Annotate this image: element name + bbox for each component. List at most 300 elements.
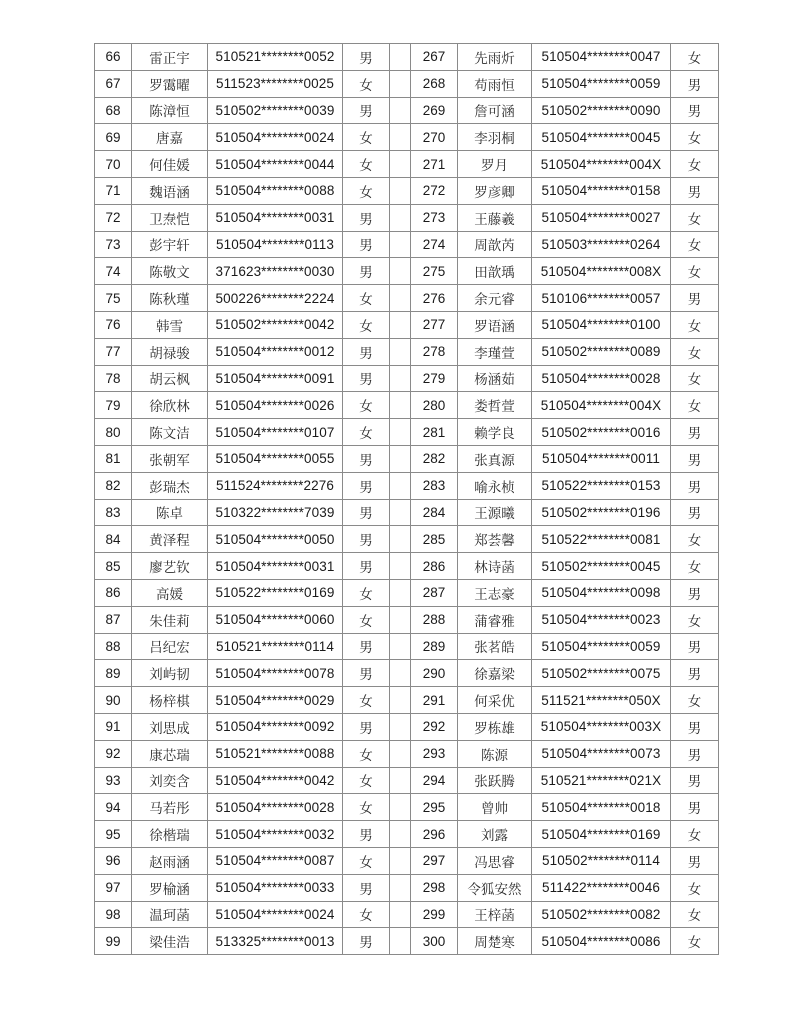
gender: 男 <box>343 633 390 660</box>
gender: 女 <box>343 847 390 874</box>
id-number: 511523********0025 <box>208 70 343 97</box>
gender: 男 <box>671 445 719 472</box>
student-name: 刘思成 <box>132 713 208 740</box>
column-gap <box>390 794 411 821</box>
id-number: 510521********0114 <box>208 633 343 660</box>
id-number: 510522********0153 <box>532 472 671 499</box>
row-number: 74 <box>95 258 132 285</box>
id-number: 510504********0012 <box>208 338 343 365</box>
row-number: 293 <box>411 740 458 767</box>
gender: 男 <box>671 660 719 687</box>
id-number: 510502********0090 <box>532 97 671 124</box>
id-number: 510522********0169 <box>208 579 343 606</box>
student-name: 高媛 <box>132 579 208 606</box>
id-number: 511521********050X <box>532 687 671 714</box>
id-number: 510504********0158 <box>532 177 671 204</box>
column-gap <box>390 392 411 419</box>
id-number: 510504********0098 <box>532 579 671 606</box>
row-number: 92 <box>95 740 132 767</box>
row-number: 98 <box>95 901 132 928</box>
gender: 女 <box>343 901 390 928</box>
student-name: 彭瑞杰 <box>132 472 208 499</box>
gender: 女 <box>671 821 719 848</box>
gender: 男 <box>671 177 719 204</box>
id-number: 510502********0042 <box>208 311 343 338</box>
table-row <box>95 204 719 231</box>
student-name: 陈卓 <box>132 499 208 526</box>
student-name: 陈漳恒 <box>132 97 208 124</box>
student-name: 马若彤 <box>132 794 208 821</box>
row-number: 93 <box>95 767 132 794</box>
id-number: 510504********0031 <box>208 204 343 231</box>
student-name: 张真源 <box>458 445 532 472</box>
id-number: 510504********0027 <box>532 204 671 231</box>
student-name: 周歆芮 <box>458 231 532 258</box>
student-name: 娄哲萱 <box>458 392 532 419</box>
gender: 女 <box>671 901 719 928</box>
gender: 女 <box>343 740 390 767</box>
row-number: 285 <box>411 526 458 553</box>
row-number: 79 <box>95 392 132 419</box>
gender: 男 <box>671 579 719 606</box>
student-name: 赖学良 <box>458 419 532 446</box>
table-row <box>95 901 719 928</box>
table-row <box>95 472 719 499</box>
column-gap <box>390 124 411 151</box>
column-gap <box>390 285 411 312</box>
row-number: 87 <box>95 606 132 633</box>
row-number: 299 <box>411 901 458 928</box>
student-name: 何采优 <box>458 687 532 714</box>
column-gap <box>390 204 411 231</box>
id-number: 510502********0089 <box>532 338 671 365</box>
row-number: 297 <box>411 847 458 874</box>
gender: 男 <box>343 874 390 901</box>
gender: 男 <box>671 740 719 767</box>
table-row <box>95 70 719 97</box>
id-number: 510504********004X <box>532 151 671 178</box>
row-number: 95 <box>95 821 132 848</box>
gender: 女 <box>343 124 390 151</box>
student-name: 冯思睿 <box>458 847 532 874</box>
student-name: 陈源 <box>458 740 532 767</box>
gender: 女 <box>671 338 719 365</box>
column-gap <box>390 44 411 71</box>
row-number: 70 <box>95 151 132 178</box>
student-name: 郑荟馨 <box>458 526 532 553</box>
row-number: 83 <box>95 499 132 526</box>
gender: 女 <box>671 365 719 392</box>
table-row <box>95 553 719 580</box>
gender: 男 <box>671 419 719 446</box>
student-name: 魏语涵 <box>132 177 208 204</box>
table-row <box>95 365 719 392</box>
row-number: 269 <box>411 97 458 124</box>
student-name: 徐楷瑞 <box>132 821 208 848</box>
column-gap <box>390 553 411 580</box>
id-number: 510504********0113 <box>208 231 343 258</box>
column-gap <box>390 687 411 714</box>
gender: 男 <box>343 231 390 258</box>
row-number: 272 <box>411 177 458 204</box>
row-number: 270 <box>411 124 458 151</box>
gender: 男 <box>343 553 390 580</box>
gender: 男 <box>343 821 390 848</box>
gender: 女 <box>343 606 390 633</box>
student-name: 张茗皓 <box>458 633 532 660</box>
id-number: 513325********0013 <box>208 928 343 955</box>
id-number: 510504********0028 <box>532 365 671 392</box>
id-number: 510504********0073 <box>532 740 671 767</box>
table-row <box>95 821 719 848</box>
gender: 女 <box>671 231 719 258</box>
row-number: 284 <box>411 499 458 526</box>
gender: 女 <box>671 526 719 553</box>
table-row <box>95 687 719 714</box>
student-name: 李瑾萱 <box>458 338 532 365</box>
row-number: 89 <box>95 660 132 687</box>
gender: 男 <box>343 928 390 955</box>
row-number: 275 <box>411 258 458 285</box>
gender: 女 <box>343 419 390 446</box>
id-number: 510504********0078 <box>208 660 343 687</box>
table-row <box>95 124 719 151</box>
row-number: 67 <box>95 70 132 97</box>
column-gap <box>390 821 411 848</box>
id-number: 371623********0030 <box>208 258 343 285</box>
student-name: 黄泽程 <box>132 526 208 553</box>
gender: 男 <box>343 97 390 124</box>
student-name: 张跃腾 <box>458 767 532 794</box>
row-number: 80 <box>95 419 132 446</box>
student-name: 卫焘恺 <box>132 204 208 231</box>
row-number: 66 <box>95 44 132 71</box>
id-number: 510504********0045 <box>532 124 671 151</box>
row-number: 287 <box>411 579 458 606</box>
table-row <box>95 499 719 526</box>
gender: 男 <box>343 258 390 285</box>
column-gap <box>390 579 411 606</box>
column-gap <box>390 419 411 446</box>
id-number: 510504********0050 <box>208 526 343 553</box>
table-row <box>95 633 719 660</box>
id-number: 510521********0088 <box>208 740 343 767</box>
id-number: 510504********0032 <box>208 821 343 848</box>
student-name: 喻永桢 <box>458 472 532 499</box>
gender: 男 <box>671 70 719 97</box>
id-number: 510504********0044 <box>208 151 343 178</box>
row-number: 279 <box>411 365 458 392</box>
gender: 男 <box>343 204 390 231</box>
column-gap <box>390 660 411 687</box>
row-number: 277 <box>411 311 458 338</box>
student-name: 令狐安然 <box>458 874 532 901</box>
student-name: 陈文洁 <box>132 419 208 446</box>
gender: 男 <box>671 285 719 312</box>
student-name: 李羽桐 <box>458 124 532 151</box>
gender: 女 <box>343 151 390 178</box>
row-number: 84 <box>95 526 132 553</box>
id-number: 510504********0060 <box>208 606 343 633</box>
id-number: 510504********0059 <box>532 633 671 660</box>
student-roster-table <box>94 43 719 955</box>
table-row <box>95 151 719 178</box>
student-name: 王藤羲 <box>458 204 532 231</box>
gender: 女 <box>671 392 719 419</box>
roster-body <box>95 44 719 955</box>
student-name: 罗栋雄 <box>458 713 532 740</box>
row-number: 99 <box>95 928 132 955</box>
student-name: 徐欣林 <box>132 392 208 419</box>
id-number: 510504********0059 <box>532 70 671 97</box>
id-number: 510504********0031 <box>208 553 343 580</box>
gender: 男 <box>671 847 719 874</box>
column-gap <box>390 70 411 97</box>
gender: 女 <box>671 311 719 338</box>
id-number: 510502********0082 <box>532 901 671 928</box>
student-name: 詹可涵 <box>458 97 532 124</box>
id-number: 510504********0023 <box>532 606 671 633</box>
student-name: 彭宇轩 <box>132 231 208 258</box>
gender: 女 <box>343 687 390 714</box>
table-row <box>95 740 719 767</box>
student-name: 罗彦卿 <box>458 177 532 204</box>
gender: 女 <box>343 70 390 97</box>
row-number: 273 <box>411 204 458 231</box>
row-number: 281 <box>411 419 458 446</box>
id-number: 510502********0045 <box>532 553 671 580</box>
id-number: 510504********004X <box>532 392 671 419</box>
student-name: 先雨炘 <box>458 44 532 71</box>
id-number: 510504********0029 <box>208 687 343 714</box>
id-number: 510504********0107 <box>208 419 343 446</box>
gender: 男 <box>343 713 390 740</box>
row-number: 280 <box>411 392 458 419</box>
student-name: 蒲睿雅 <box>458 606 532 633</box>
row-number: 298 <box>411 874 458 901</box>
gender: 女 <box>671 151 719 178</box>
gender: 女 <box>671 874 719 901</box>
gender: 女 <box>671 44 719 71</box>
table-row <box>95 419 719 446</box>
student-name: 廖艺钦 <box>132 553 208 580</box>
table-row <box>95 445 719 472</box>
row-number: 292 <box>411 713 458 740</box>
gender: 男 <box>671 713 719 740</box>
id-number: 510504********0018 <box>532 794 671 821</box>
row-number: 82 <box>95 472 132 499</box>
column-gap <box>390 847 411 874</box>
table-row <box>95 794 719 821</box>
student-name: 罗月 <box>458 151 532 178</box>
column-gap <box>390 231 411 258</box>
gender: 男 <box>343 526 390 553</box>
student-name: 王梓菡 <box>458 901 532 928</box>
table-row <box>95 97 719 124</box>
student-name: 罗语涵 <box>458 311 532 338</box>
row-number: 72 <box>95 204 132 231</box>
column-gap <box>390 472 411 499</box>
row-number: 96 <box>95 847 132 874</box>
table-row <box>95 847 719 874</box>
student-name: 赵雨涵 <box>132 847 208 874</box>
student-name: 朱佳莉 <box>132 606 208 633</box>
row-number: 290 <box>411 660 458 687</box>
id-number: 510504********0024 <box>208 901 343 928</box>
gender: 男 <box>343 660 390 687</box>
row-number: 274 <box>411 231 458 258</box>
row-number: 283 <box>411 472 458 499</box>
id-number: 510521********0052 <box>208 44 343 71</box>
table-row <box>95 606 719 633</box>
row-number: 75 <box>95 285 132 312</box>
column-gap <box>390 177 411 204</box>
student-name: 韩雪 <box>132 311 208 338</box>
gender: 女 <box>671 124 719 151</box>
id-number: 510504********0100 <box>532 311 671 338</box>
table-row <box>95 928 719 955</box>
gender: 男 <box>343 499 390 526</box>
column-gap <box>390 258 411 285</box>
id-number: 510322********7039 <box>208 499 343 526</box>
id-number: 510502********0016 <box>532 419 671 446</box>
id-number: 510502********0114 <box>532 847 671 874</box>
student-name: 胡云枫 <box>132 365 208 392</box>
gender: 男 <box>343 44 390 71</box>
gender: 女 <box>671 204 719 231</box>
row-number: 88 <box>95 633 132 660</box>
gender: 女 <box>343 177 390 204</box>
row-number: 69 <box>95 124 132 151</box>
id-number: 510504********0024 <box>208 124 343 151</box>
table-row <box>95 767 719 794</box>
gender: 女 <box>343 794 390 821</box>
gender: 女 <box>343 392 390 419</box>
gender: 男 <box>343 445 390 472</box>
id-number: 510504********0033 <box>208 874 343 901</box>
student-name: 田歆瑀 <box>458 258 532 285</box>
gender: 男 <box>671 633 719 660</box>
column-gap <box>390 526 411 553</box>
table-row <box>95 311 719 338</box>
id-number: 511422********0046 <box>532 874 671 901</box>
student-name: 何佳媛 <box>132 151 208 178</box>
gender: 女 <box>343 311 390 338</box>
row-number: 271 <box>411 151 458 178</box>
column-gap <box>390 767 411 794</box>
row-number: 91 <box>95 713 132 740</box>
row-number: 288 <box>411 606 458 633</box>
id-number: 510504********0091 <box>208 365 343 392</box>
id-number: 510504********0047 <box>532 44 671 71</box>
row-number: 78 <box>95 365 132 392</box>
student-name: 陈敬文 <box>132 258 208 285</box>
row-number: 73 <box>95 231 132 258</box>
row-number: 282 <box>411 445 458 472</box>
gender: 男 <box>671 767 719 794</box>
student-name: 杨涵茹 <box>458 365 532 392</box>
student-name: 刘露 <box>458 821 532 848</box>
student-name: 王源曦 <box>458 499 532 526</box>
row-number: 76 <box>95 311 132 338</box>
table-row <box>95 258 719 285</box>
table-row <box>95 713 719 740</box>
row-number: 267 <box>411 44 458 71</box>
column-gap <box>390 713 411 740</box>
table-row <box>95 285 719 312</box>
gender: 男 <box>671 472 719 499</box>
column-gap <box>390 338 411 365</box>
row-number: 81 <box>95 445 132 472</box>
row-number: 294 <box>411 767 458 794</box>
student-name: 温珂菡 <box>132 901 208 928</box>
column-gap <box>390 311 411 338</box>
row-number: 300 <box>411 928 458 955</box>
id-number: 510503********0264 <box>532 231 671 258</box>
row-number: 291 <box>411 687 458 714</box>
student-name: 唐嘉 <box>132 124 208 151</box>
student-name: 刘屿韧 <box>132 660 208 687</box>
row-number: 295 <box>411 794 458 821</box>
id-number: 510504********008X <box>532 258 671 285</box>
gender: 女 <box>671 606 719 633</box>
row-number: 86 <box>95 579 132 606</box>
column-gap <box>390 97 411 124</box>
column-gap <box>390 365 411 392</box>
student-name: 胡禄骏 <box>132 338 208 365</box>
row-number: 68 <box>95 97 132 124</box>
id-number: 510504********0087 <box>208 847 343 874</box>
id-number: 510106********0057 <box>532 285 671 312</box>
student-name: 梁佳浩 <box>132 928 208 955</box>
column-gap <box>390 874 411 901</box>
student-name: 张朝军 <box>132 445 208 472</box>
student-name: 苟雨恒 <box>458 70 532 97</box>
id-number: 510504********0088 <box>208 177 343 204</box>
table-row <box>95 177 719 204</box>
student-name: 曾帅 <box>458 794 532 821</box>
gender: 男 <box>671 499 719 526</box>
gender: 女 <box>343 579 390 606</box>
student-name: 徐嘉梁 <box>458 660 532 687</box>
id-number: 500226********2224 <box>208 285 343 312</box>
student-name: 罗霭曜 <box>132 70 208 97</box>
row-number: 90 <box>95 687 132 714</box>
gender: 女 <box>671 928 719 955</box>
column-gap <box>390 928 411 955</box>
row-number: 296 <box>411 821 458 848</box>
student-name: 吕纪宏 <box>132 633 208 660</box>
gender: 女 <box>671 258 719 285</box>
row-number: 276 <box>411 285 458 312</box>
student-name: 罗榆涵 <box>132 874 208 901</box>
gender: 女 <box>343 767 390 794</box>
table-row <box>95 231 719 258</box>
student-name: 康芯瑞 <box>132 740 208 767</box>
gender: 男 <box>671 97 719 124</box>
student-name: 刘奕含 <box>132 767 208 794</box>
gender: 女 <box>671 553 719 580</box>
row-number: 268 <box>411 70 458 97</box>
table-row <box>95 660 719 687</box>
id-number: 510521********021X <box>532 767 671 794</box>
column-gap <box>390 606 411 633</box>
gender: 女 <box>343 285 390 312</box>
row-number: 289 <box>411 633 458 660</box>
gender: 女 <box>671 687 719 714</box>
column-gap <box>390 151 411 178</box>
id-number: 510504********0042 <box>208 767 343 794</box>
